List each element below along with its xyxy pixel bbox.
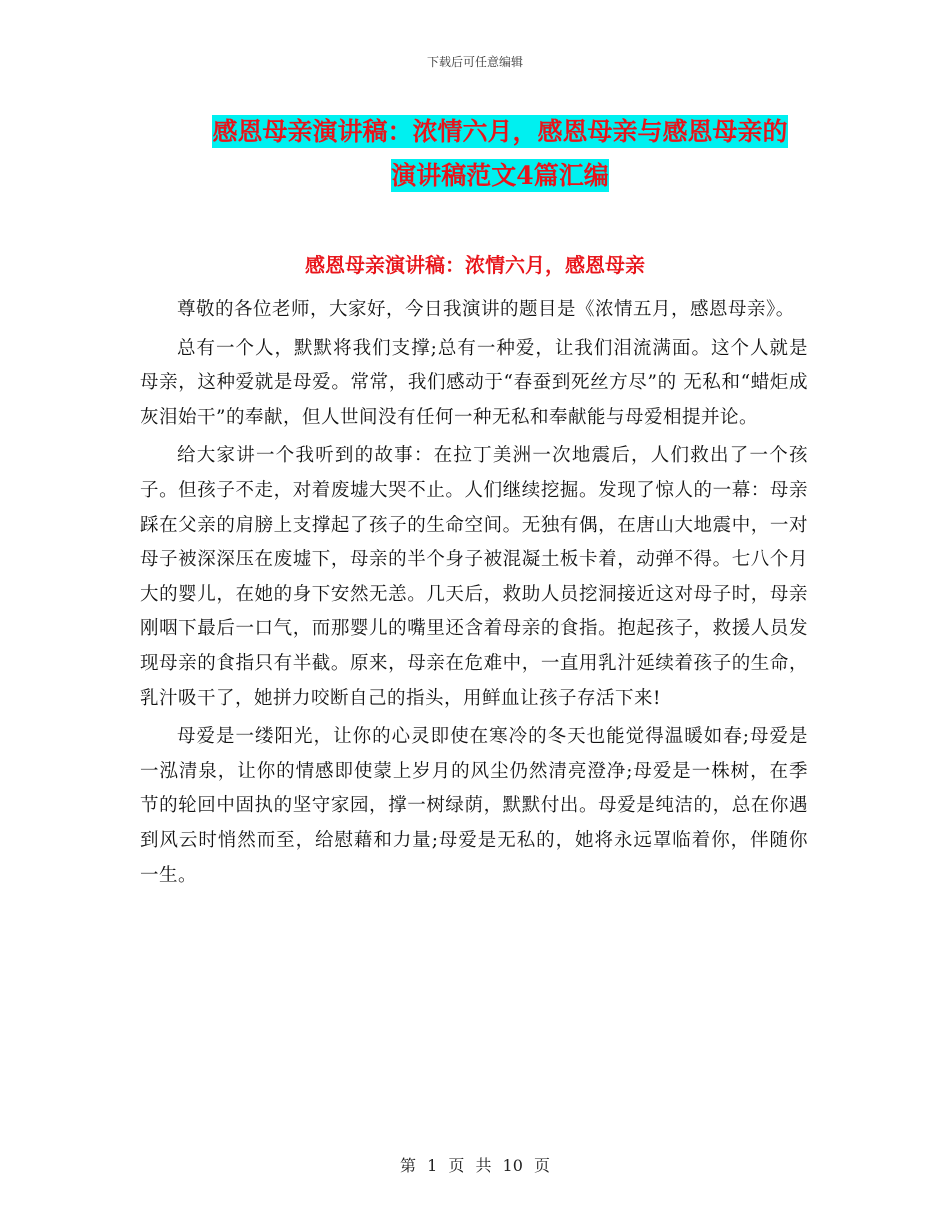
- document-title-line1: 感恩母亲演讲稿：浓情六月，感恩母亲与感恩母亲的: [212, 117, 788, 146]
- paragraph: 给大家讲一个我听到的故事：在拉丁美洲一次地震后，人们救出了一个孩子。但孩子不走，对着废墟大哭不止。人们继续挖掘。发现了惊人的一幕：母亲踩在父亲的肩膀上支撑起了孩子的生命空间。无独有偶，在唐山大地震中，一对母子被深深压在废墟下，母亲的半个身子被混凝土板卡着，动弹不得。七八个月大的婴儿，在她的身下安然无恙。几天后，救助人员挖洞接近这对母子时，母亲刚咽下最后一口气，而那婴儿的嘴里还含着母亲的食指。抱起孩子，救援人员发现母亲的食指只有半截。原来，母亲在危难中，一直用乳汁延续着孩子的生命，乳汁吸干了，她拼力咬断自己的指头，用鲜血让孩子存活下来!: [140, 445, 808, 709]
- document-title: [190, 110, 810, 198]
- document-title-line2: 演讲稿范文4篇汇编: [391, 161, 609, 190]
- paragraph: 总有一个人，默默将我们支撑;总有一种爱，让我们泪流满面。这个人就是母亲，这种爱就是母爱。常常，我们感动于“春蚕到死丝方尽”的 无私和“蜡炬成灰泪始干”的奉献，但人世间没有任何一种无私和奉献能与母爱相提并论。: [140, 337, 808, 428]
- document-body: [140, 293, 808, 897]
- paragraph: 尊敬的各位老师，大家好，今日我演讲的题目是《浓情五月，感恩母亲》。: [177, 299, 795, 320]
- section-title: 感恩母亲演讲稿：浓情六月，感恩母亲: [305, 253, 645, 277]
- header-note: 下载后可任意编辑: [426, 55, 523, 69]
- page-number-footer: 第 1 页 共 10 页: [400, 1156, 550, 1175]
- paragraph: 母爱是一缕阳光，让你的心灵即使在寒冷的冬天也能觉得温暖如春;母爱是一泓清泉，让你的情感即使蒙上岁月的风尘仍然清亮澄净;母爱是一株树，在季节的轮回中固执的坚守家园，撑一树绿荫，默默付出。母爱是纯洁的，总在你遇到风云时悄然而至，给慰藉和力量;母爱是无私的，她将永远罩临着你，伴随你一生。: [140, 726, 808, 886]
